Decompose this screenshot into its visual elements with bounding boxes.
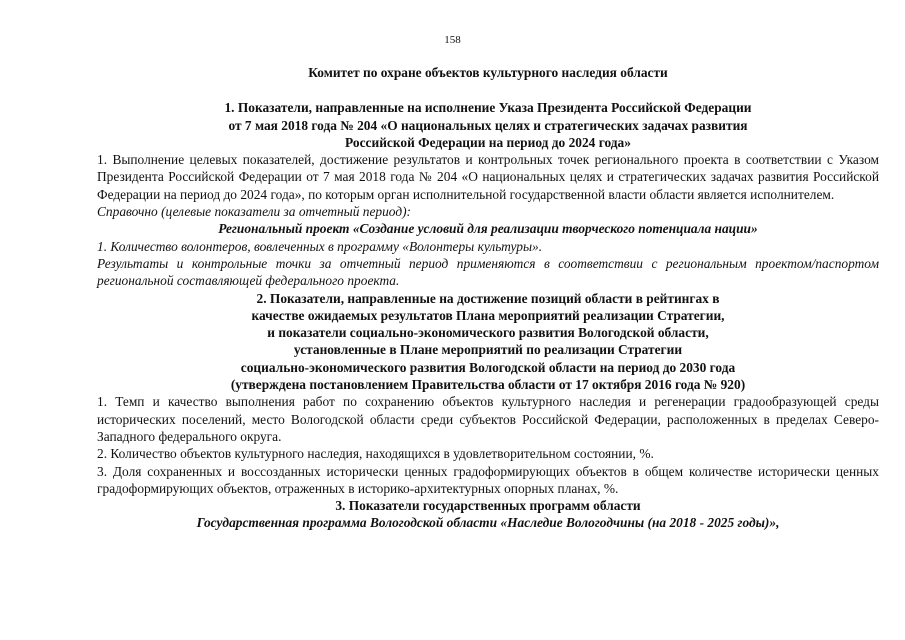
section2-heading-line: и показатели социально-экономического развития Вологодской области, [267,325,709,341]
section2-heading-line: 2. Показатели, направленные на достижение позиций области в рейтингах в [256,290,720,306]
section2-item-1: 1. Темп и качество выполнения работ по сохранению объектов культурного наследия и регенерации градообразующей среды исторических поселений, место Вологодской области среди субъектов Российской Федерации, расположенных в пределах Северо-Западного федерального округа. [97,394,879,444]
section3-heading: 3. Показатели государственных программ области [335,498,641,514]
section2-heading-line: качестве ожидаемых результатов Плана мероприятий реализации Стратегии, [251,307,725,323]
state-program-title: Государственная программа Вологодской области «Наследие Вологодчины (на 2018 - 2025 годы)», [196,515,780,531]
section1-paragraph-text: 1. Выполнение целевых показателей, достижение результатов и контрольных точек регионального проекта в соответствии с Указом Президента Российской Федерации от 7 мая 2018 года № 204 «О национальных целях и стратегических задачах развития Российской Федерации на период до 2024 года», по которым орган исполнительной государственной власти области является исполнителем. [97,152,879,202]
section1-paragraph [97,151,879,203]
page-number: 158 [444,34,461,46]
reference-note: Справочно (целевые показатели за отчетный период): [97,204,412,220]
section2-heading-line: социально-экономического развития Вологодской области на период до 2030 года [240,359,736,375]
results-note: Результаты и контрольные точки за отчетный период применяются в соответствии с региональным проектом/паспортом региональной составляющей федерального проекта. [97,255,879,289]
section2-heading-line: установленные в Плане мероприятий по реализации Стратегии [293,342,683,358]
section1-heading [97,99,879,151]
section1-heading-line: Российской Федерации на период до 2024 года» [345,134,631,150]
regional-project-title: Региональный проект «Создание условий для реализации творческого потенциала нации» [218,221,758,237]
volunteers-item: 1. Количество волонтеров, вовлеченных в программу «Волонтеры культуры». [97,238,543,254]
section2-item-3: 3. Доля сохраненных и воссозданных исторически ценных градоформирующих объектов в общем количестве исторически ценных градоформирующих объектов, отраженных в историко-архитектурных опорных планах, %. [97,463,879,496]
section2-heading-line: (утверждена постановлением Правительства области от 17 октября 2016 года № 920) [230,377,746,393]
section1-heading-line: от 7 мая 2018 года № 204 «О национальных целях и стратегических задачах развития [228,117,748,133]
committee-title: Комитет по охране объектов культурного наследия области [308,65,668,80]
document-body [97,64,879,532]
section1-heading-line: 1. Показатели, направленные на исполнение Указа Президента Российской Федерации [224,100,752,116]
section2-heading [97,290,879,394]
section2-item-2: 2. Количество объектов культурного наследия, находящихся в удовлетворительном состоянии, %. [97,446,654,462]
